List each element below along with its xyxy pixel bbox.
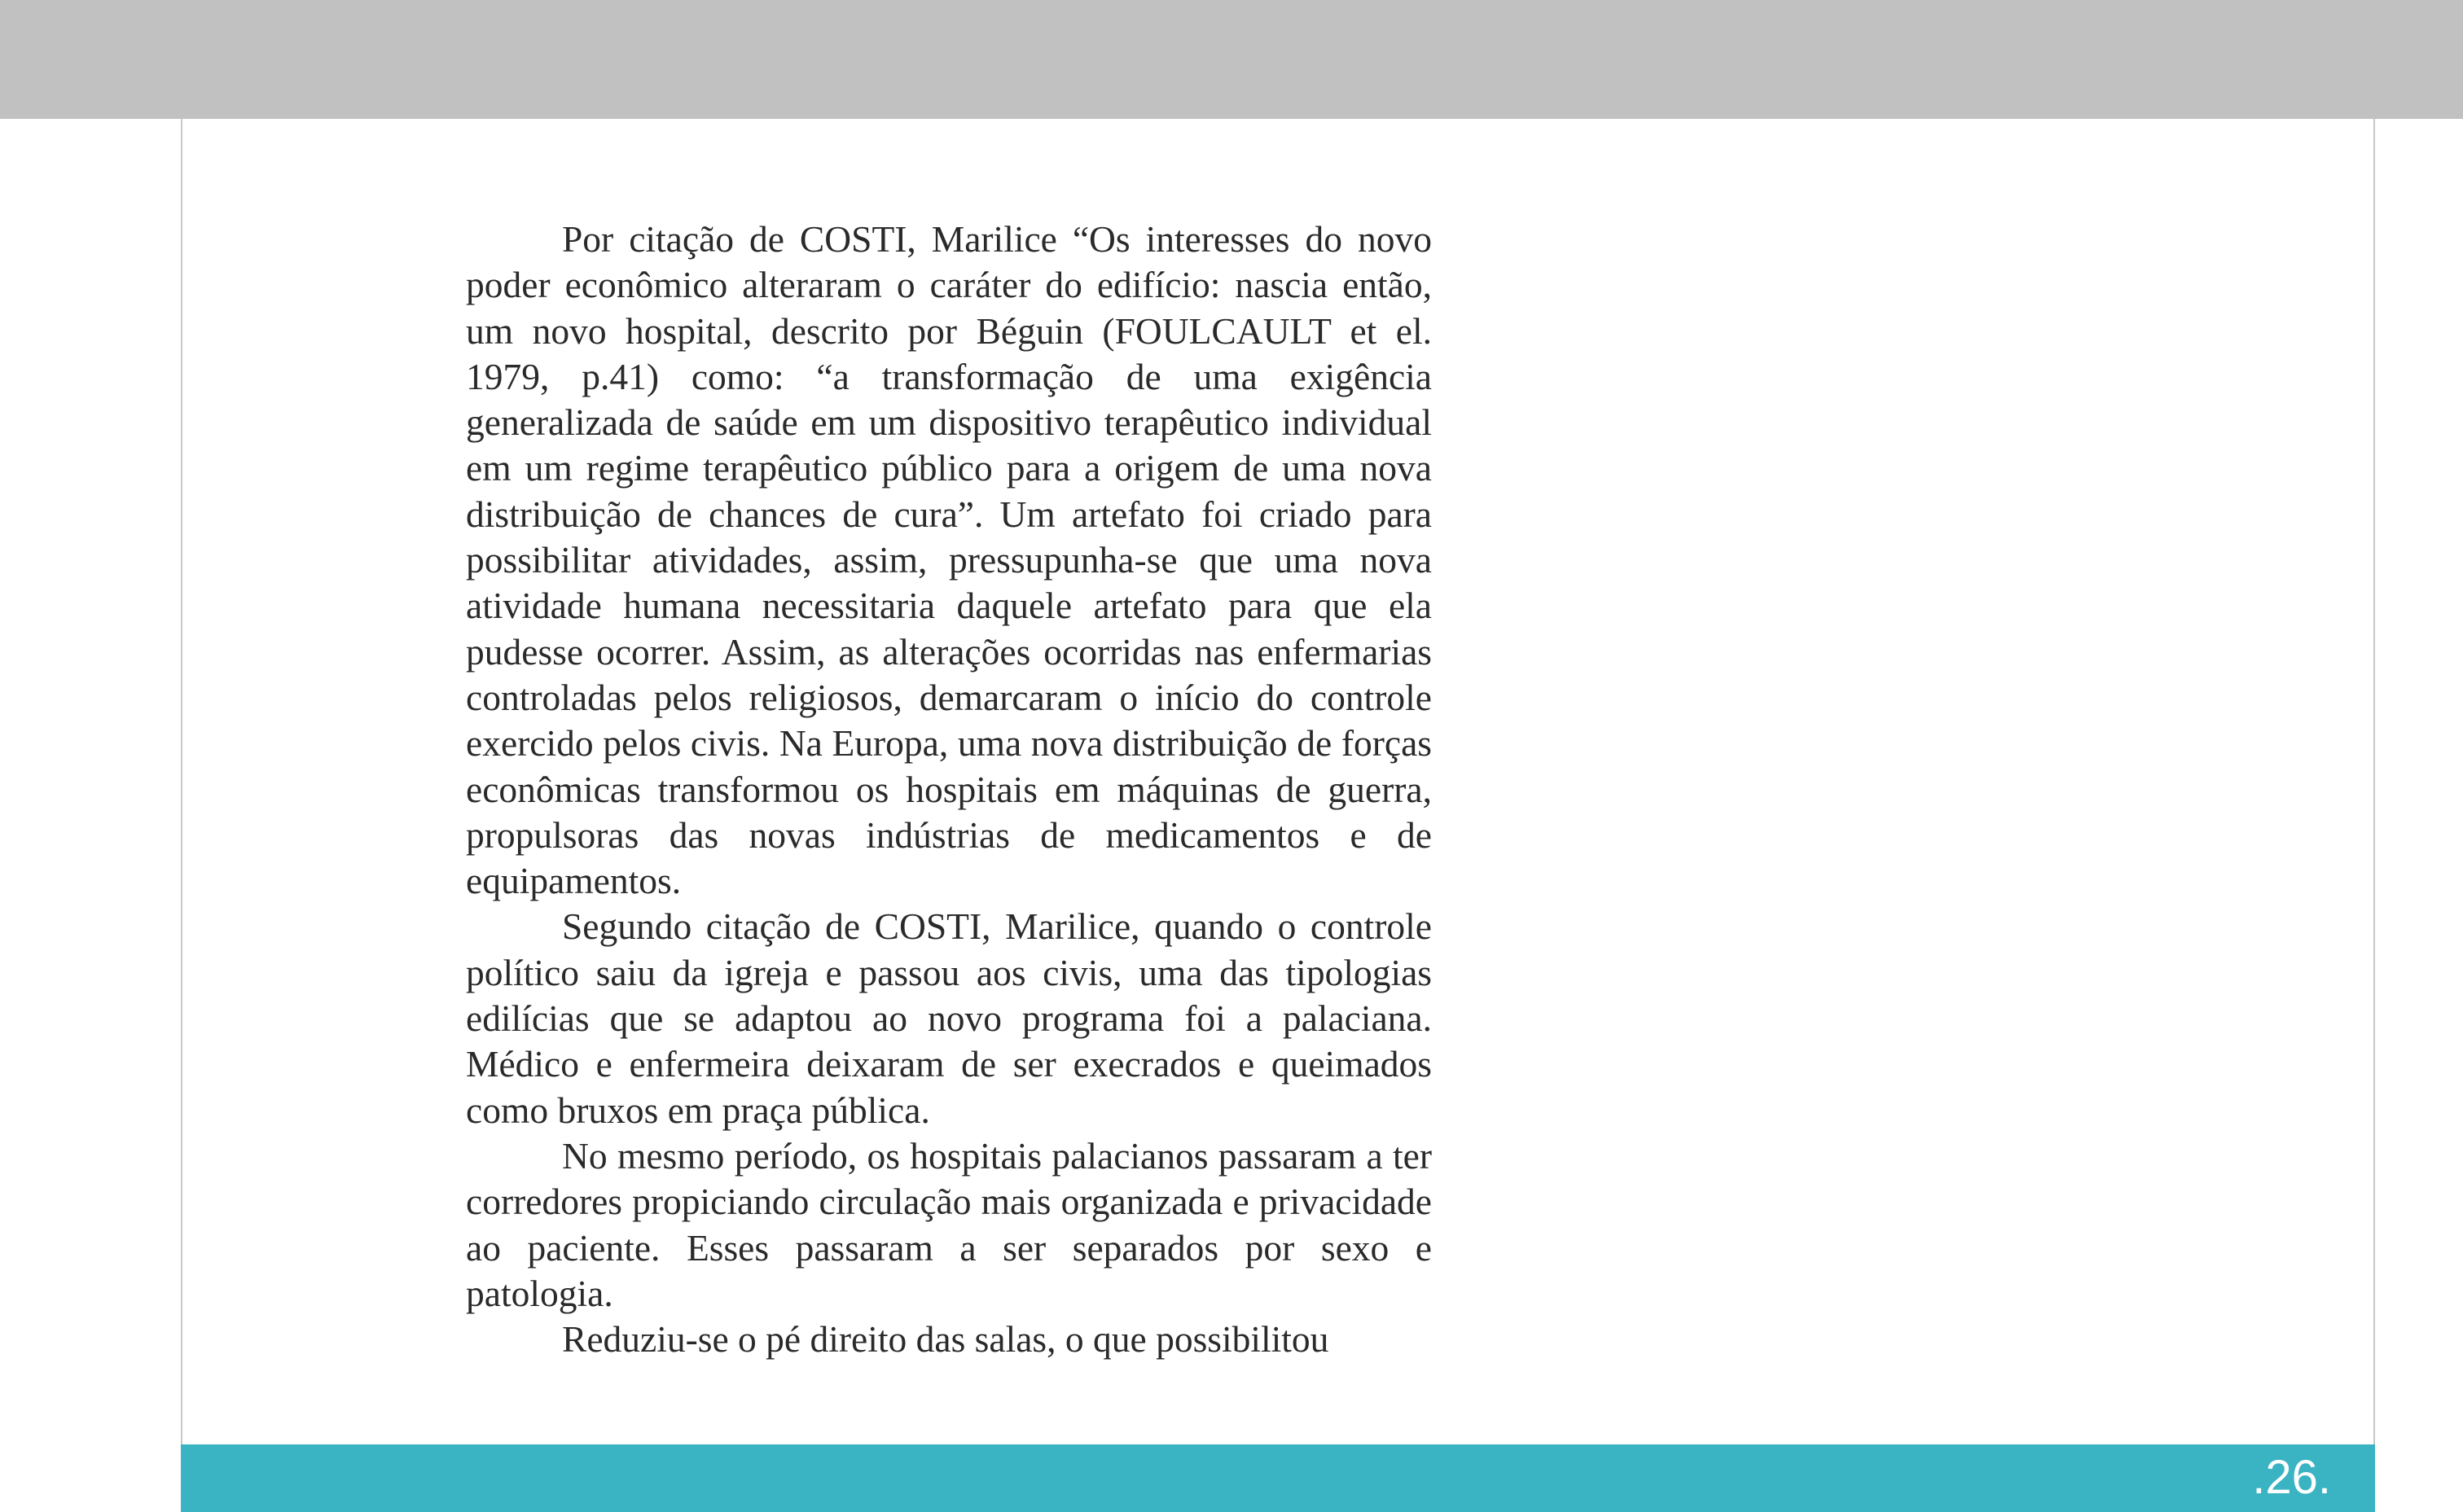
- body-text: [466, 217, 1432, 1373]
- footer-bar: [181, 1444, 2375, 1512]
- paragraph: Por citação de COSTI, Marilice “Os interesses do novo poder econômico alteraram o caráter do edifício: nascia então, um novo hospital, descrito por Béguin (FOULCAULT et el. 1979, p.41) como: “a transformação de uma exigência generalizada de saúde em um dispositivo terapêutico individual em um regime terapêutico público para a origem de uma nova distribuição de chances de cura”. Um artefato foi criado para possibilitar atividades, assim, pressupunha-se que uma nova atividade humana necessitaria daquele artefato para que ela pudesse ocorrer. Assim, as alterações ocorridas nas enfermarias controladas pelos religiosos, demarcaram o início do controle exercido pelos civis. Na Europa, uma nova distribuição de forças econômicas transformou os hospitais em máquinas de guerra, propulsoras das novas indústrias de medicamentos e de equipamentos.: [466, 218, 1432, 902]
- page-number: .26.: [2252, 1451, 2331, 1504]
- paragraph: No mesmo período, os hospitais palacianos passaram a ter corredores propiciando circulação mais organizada e privacidade ao paciente. Esses passaram a ser separados por sexo e patologia.: [466, 1134, 1432, 1314]
- paragraph: Reduziu-se o pé direito das salas, o que possibilitou: [562, 1318, 1329, 1361]
- paragraph: Segundo citação de COSTI, Marilice, quando o controle político saiu da igreja e passou aos civis, uma das tipologias edilícias que se adaptou ao novo programa foi a palaciana. Médico e enfermeira deixaram de ser execrados e queimados como bruxos em praça pública.: [466, 905, 1432, 1131]
- top-bar: [0, 0, 2463, 119]
